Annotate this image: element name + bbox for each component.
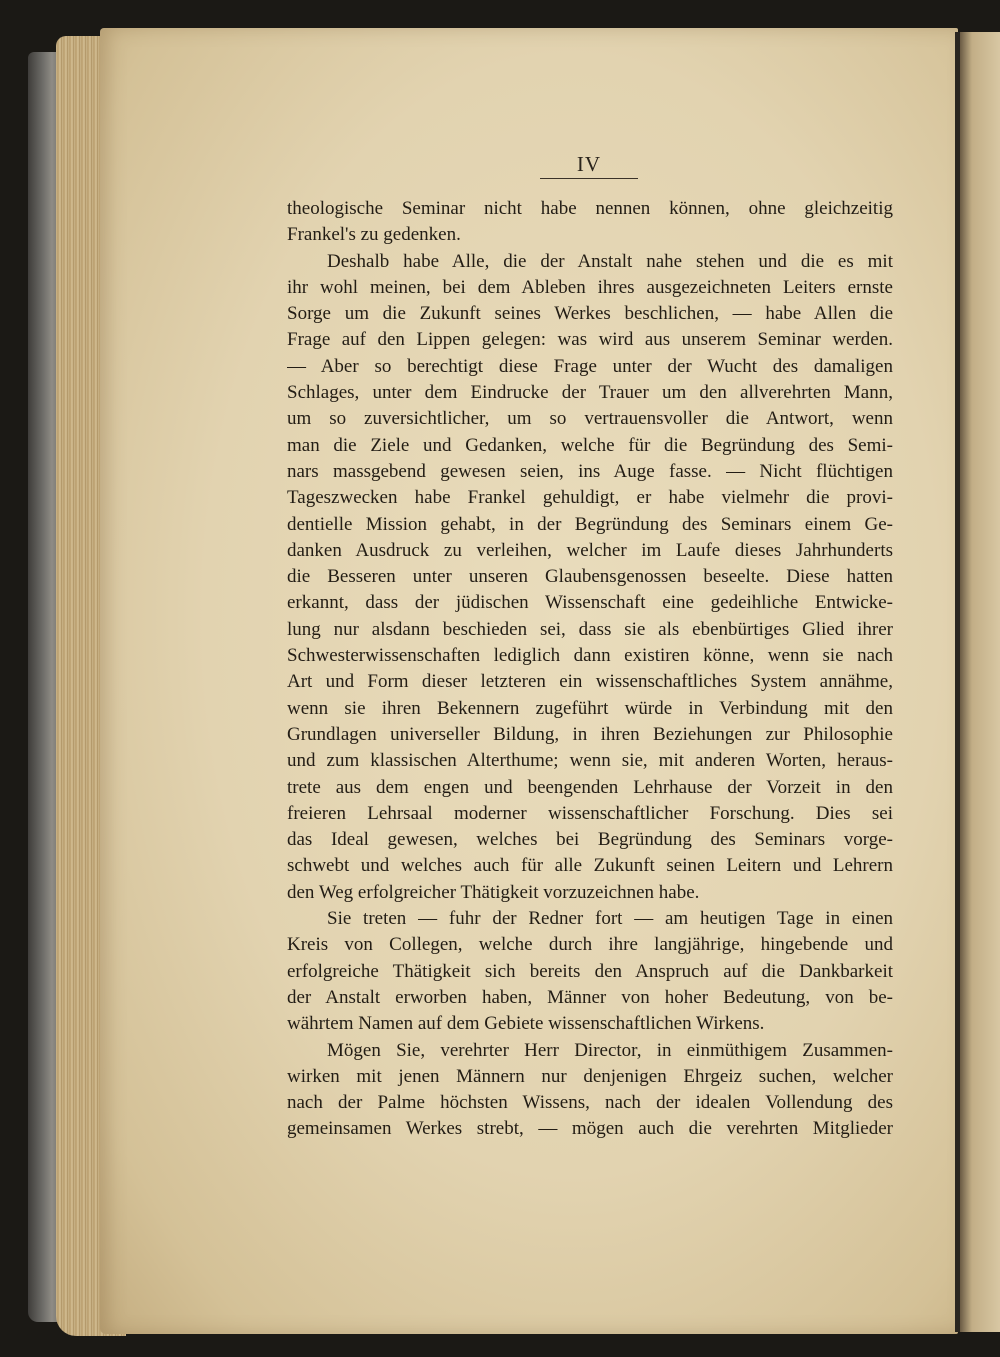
text-line: schwebt und welches auch für alle Zukunft seinen Leitern und Lehrern — [287, 855, 893, 877]
text-line: Art und Form dieser letzteren ein wissenschaftliches System annähme, — [287, 671, 893, 693]
text-line: Sie treten — fuhr der Redner fort — am heutigen Tage in einen — [327, 908, 893, 930]
text-line: die Besseren unter unseren Glaubensgenossen beseelte. Diese hatten — [287, 566, 893, 588]
text-line: den Weg erfolgreicher Thätigkeit vorzuzeichnen habe. — [287, 881, 700, 903]
page-number-rule — [540, 178, 638, 179]
text-line: danken Ausdruck zu verleihen, welcher im Laufe dieses Jahrhunderts — [287, 539, 893, 561]
text-line: Deshalb habe Alle, die der Anstalt nahe stehen und die es mit — [327, 250, 893, 272]
text-line: Grundlagen universeller Bildung, in ihren Beziehungen zur Philosophie — [287, 723, 893, 745]
text-line: währtem Namen auf dem Gebiete wissenschaftlichen Wirkens. — [287, 1013, 765, 1035]
text-line: erkannt, dass der jüdischen Wissenschaft eine gedeihliche Entwicke- — [287, 592, 893, 614]
text-line: lung nur alsdann beschieden sei, dass sie als ebenbürtiges Glied ihrer — [287, 618, 893, 640]
body-text — [287, 196, 893, 1143]
text-line: Mögen Sie, verehrter Herr Director, in einmüthigem Zusammen- — [327, 1039, 893, 1061]
text-line: dentielle Mission gehabt, in der Begründung des Seminars einem Ge- — [287, 513, 893, 535]
text-line: erfolgreiche Thätigkeit sich bereits den Anspruch auf die Dankbarkeit — [287, 960, 893, 982]
text-line: und zum klassischen Alterthume; wenn sie, mit anderen Worten, heraus- — [287, 750, 893, 772]
text-line: wenn sie ihren Bekennern zugeführt würde in Verbindung mit den — [287, 697, 893, 719]
text-line: Kreis von Collegen, welche durch ihre langjährige, hingebende und — [287, 934, 893, 956]
text-line: Schlages, unter dem Eindrucke der Trauer um den allverehrten Mann, — [287, 382, 893, 404]
text-line: der Anstalt erworben haben, Männer von hoher Bedeutung, von be- — [287, 986, 893, 1008]
text-line: wirken mit jenen Männern nur denjenigen Ehrgeiz suchen, welcher — [287, 1065, 893, 1087]
text-line: freieren Lehrsaal moderner wissenschaftlicher Forschung. Dies sei — [287, 802, 893, 824]
text-line: nars massgebend gewesen seien, ins Auge fasse. — Nicht flüchtigen — [287, 460, 893, 482]
text-line: gemeinsamen Werkes strebt, — mögen auch die verehrten Mitglieder — [287, 1118, 893, 1140]
text-line: — Aber so berechtigt diese Frage unter der Wucht des damaligen — [287, 355, 893, 377]
text-line: nach der Palme höchsten Wissens, nach der idealen Vollendung des — [287, 1092, 893, 1114]
text-line: Sorge um die Zukunft seines Werkes beschlichen, — habe Allen die — [287, 303, 893, 325]
page-number: IV — [576, 152, 602, 176]
next-page-edge — [960, 32, 1000, 1332]
text-line: Schwesterwissenschaften lediglich dann existiren könne, wenn sie nach — [287, 645, 893, 667]
text-line: man die Ziele und Gedanken, welche für die Begründung des Semi- — [287, 434, 893, 456]
text-line: theologische Seminar nicht habe nennen können, ohne gleichzeitig — [287, 198, 893, 219]
text-line: das Ideal gewesen, welches bei Begründung des Seminars vorge- — [287, 829, 893, 851]
text-line: trete aus dem engen und beengenden Lehrhause der Vorzeit in den — [287, 776, 893, 798]
text-line: Tageszwecken habe Frankel gehuldigt, er habe vielmehr die provi- — [287, 487, 893, 509]
text-line: ihr wohl meinen, bei dem Ableben ihres ausgezeichneten Leiters ernste — [287, 276, 893, 298]
text-line: Frage auf den Lippen gelegen: was wird aus unserem Seminar werden. — [287, 329, 893, 351]
text-line: Frankel's zu gedenken. — [287, 224, 461, 246]
text-line: um so zuversichtlicher, um so vertrauensvoller die Antwort, wenn — [287, 408, 893, 430]
